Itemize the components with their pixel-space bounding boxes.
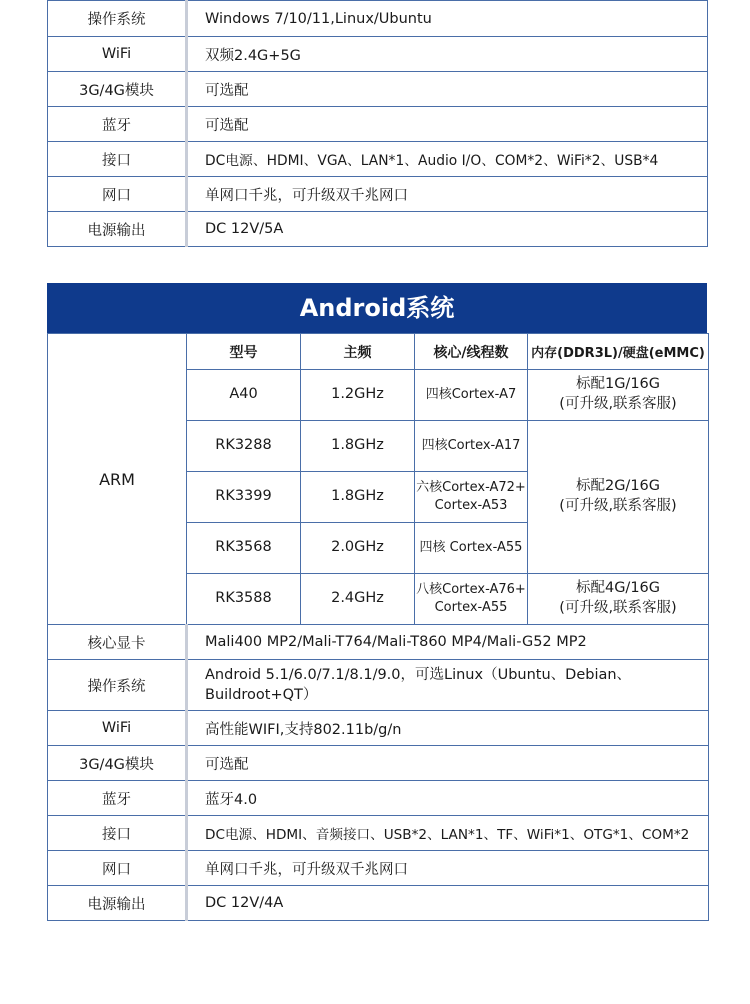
spec-value-bluetooth: 可选配 bbox=[187, 107, 708, 142]
spec-value-bluetooth: 蓝牙4.0 bbox=[187, 781, 709, 816]
spec-label-bluetooth: 蓝牙 bbox=[48, 107, 187, 142]
table-row bbox=[48, 816, 709, 851]
spec-value-power: DC 12V/4A bbox=[187, 886, 709, 921]
android-spec-table bbox=[47, 333, 709, 921]
model-freq: 2.4GHz bbox=[301, 574, 415, 625]
model-cores bbox=[415, 370, 528, 421]
spec-value-ports: DC电源、HDMI、VGA、LAN*1、Audio I/O、COM*2、WiFi*2、USB*4 bbox=[187, 142, 708, 177]
memory-spec bbox=[528, 421, 709, 574]
x86-spec-table bbox=[47, 0, 708, 247]
cores-line: 六核Cortex-A72+ bbox=[416, 480, 526, 496]
cores-line: Cortex-A55 bbox=[434, 600, 508, 615]
memory-note: (可升级,联系客服) bbox=[559, 498, 677, 514]
model-name: A40 bbox=[187, 370, 301, 421]
header-cores: 核心/线程数 bbox=[415, 334, 528, 370]
cores-line: Cortex-A53 bbox=[434, 498, 508, 513]
model-cores bbox=[415, 523, 528, 574]
spec-label-bluetooth: 蓝牙 bbox=[48, 781, 187, 816]
memory-note: (可升级,联系客服) bbox=[559, 600, 677, 616]
spec-label-ports: 接口 bbox=[48, 142, 187, 177]
android-section-title: Android系统 bbox=[47, 283, 707, 333]
spec-label-wifi: WiFi bbox=[48, 37, 187, 72]
cores-line: 四核 Cortex-A55 bbox=[419, 540, 523, 556]
table-row bbox=[48, 177, 708, 212]
table-row bbox=[48, 746, 709, 781]
memory-line: 标配4G/16G bbox=[575, 580, 661, 597]
arm-label: ARM bbox=[48, 334, 187, 625]
model-freq: 2.0GHz bbox=[301, 523, 415, 574]
spec-value-gpu: Mali400 MP2/Mali-T764/Mali-T860 MP4/Mali-G52 MP2 bbox=[187, 625, 709, 660]
model-name: RK3399 bbox=[187, 472, 301, 523]
memory-spec bbox=[528, 370, 709, 421]
cores-line: 八核Cortex-A76+ bbox=[416, 582, 526, 598]
memory-line: 标配1G/16G bbox=[575, 376, 661, 393]
spec-label-wifi: WiFi bbox=[48, 711, 187, 746]
model-name: RK3568 bbox=[187, 523, 301, 574]
spec-label-os: 操作系统 bbox=[48, 1, 187, 37]
spec-label-os: 操作系统 bbox=[48, 660, 187, 711]
model-freq: 1.8GHz bbox=[301, 421, 415, 472]
table-row bbox=[48, 107, 708, 142]
spec-value-wifi: 高性能WIFI,支持802.11b/g/n bbox=[187, 711, 709, 746]
table-row bbox=[48, 1, 708, 37]
table-row bbox=[48, 72, 708, 107]
model-freq: 1.8GHz bbox=[301, 472, 415, 523]
table-row bbox=[48, 886, 709, 921]
model-freq: 1.2GHz bbox=[301, 370, 415, 421]
model-cores bbox=[415, 574, 528, 625]
table-row bbox=[48, 142, 708, 177]
spec-label-ports: 接口 bbox=[48, 816, 187, 851]
table-row bbox=[48, 851, 709, 886]
memory-note: (可升级,联系客服) bbox=[559, 396, 677, 412]
model-cores bbox=[415, 421, 528, 472]
spec-label-modem: 3G/4G模块 bbox=[48, 72, 187, 107]
spec-label-lan: 网口 bbox=[48, 177, 187, 212]
spec-value-power: DC 12V/5A bbox=[187, 212, 708, 247]
table-row bbox=[48, 711, 709, 746]
cores-line: 四核Cortex-A7 bbox=[425, 387, 517, 403]
spec-value-lan: 单网口千兆，可升级双千兆网口 bbox=[187, 851, 709, 886]
table-header-row bbox=[48, 334, 709, 370]
memory-spec bbox=[528, 574, 709, 625]
table-row bbox=[48, 625, 709, 660]
spec-value-modem: 可选配 bbox=[187, 72, 708, 107]
spec-label-power: 电源输出 bbox=[48, 212, 187, 247]
header-model: 型号 bbox=[187, 334, 301, 370]
spec-value-wifi: 双频2.4G+5G bbox=[187, 37, 708, 72]
spec-value-lan: 单网口千兆，可升级双千兆网口 bbox=[187, 177, 708, 212]
spec-value-os: Windows 7/10/11,Linux/Ubuntu bbox=[187, 1, 708, 37]
header-memory: 内存(DDR3L)/硬盘(eMMC) bbox=[528, 334, 709, 370]
table-row bbox=[48, 212, 708, 247]
cores-line: 四核Cortex-A17 bbox=[421, 438, 521, 454]
header-freq: 主频 bbox=[301, 334, 415, 370]
model-cores bbox=[415, 472, 528, 523]
table-row bbox=[48, 37, 708, 72]
table-row bbox=[48, 781, 709, 816]
spec-value-os: Android 5.1/6.0/7.1/8.1/9.0，可选Linux（Ubuntu、Debian、Buildroot+QT） bbox=[187, 660, 709, 711]
spec-label-power: 电源输出 bbox=[48, 886, 187, 921]
table-row bbox=[48, 660, 709, 711]
memory-line: 标配2G/16G bbox=[575, 478, 661, 495]
spec-label-lan: 网口 bbox=[48, 851, 187, 886]
spec-value-modem: 可选配 bbox=[187, 746, 709, 781]
model-name: RK3288 bbox=[187, 421, 301, 472]
spec-value-ports: DC电源、HDMI、音频接口、USB*2、LAN*1、TF、WiFi*1、OTG*1、COM*2 bbox=[187, 816, 709, 851]
spec-label-gpu: 核心显卡 bbox=[48, 625, 187, 660]
spec-label-modem: 3G/4G模块 bbox=[48, 746, 187, 781]
model-name: RK3588 bbox=[187, 574, 301, 625]
